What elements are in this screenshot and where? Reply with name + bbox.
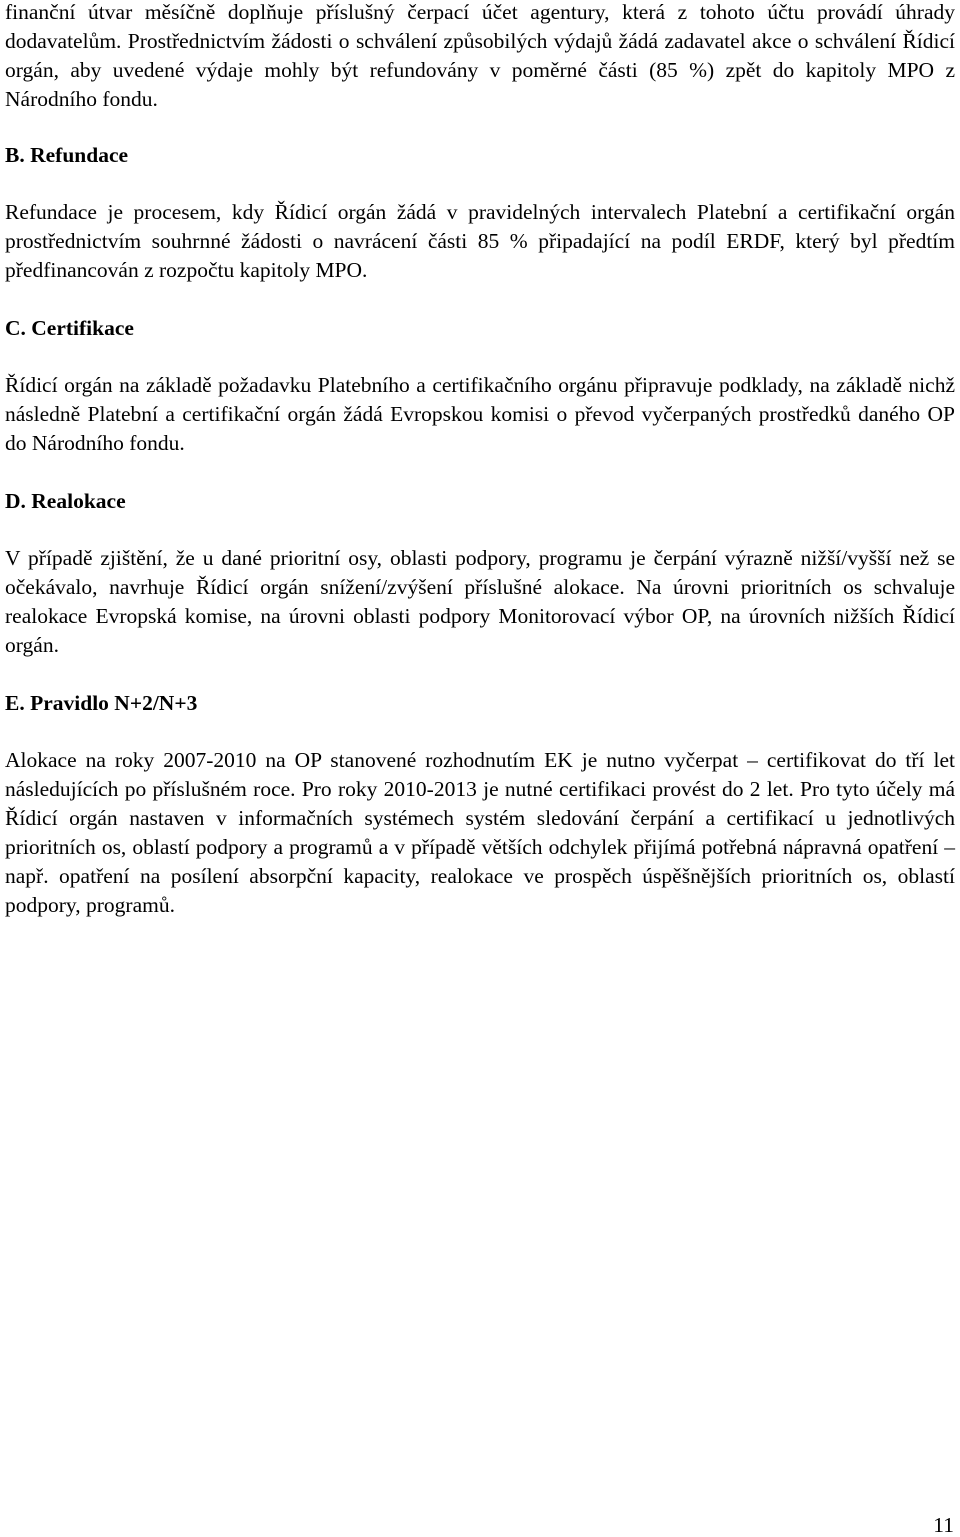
section-heading-pravidlo: E. Pravidlo N+2/N+3 [5, 691, 198, 715]
document-page [5, 0, 955, 920]
section-heading-refundace: B. Refundace [5, 143, 129, 167]
section-body-realokace: V případě zjištění, že u dané prioritní osy, oblasti podpory, programu je čerpání výrazně nižší/vyšší než se očekávalo, navrhuje Řídicí orgán snížení/zvýšení příslušné alokace. Na úrovni prioritních os schvaluje realokace Evropská komise, na úrovni oblasti podpory Monitorovací výbor OP, na úrovních nižších Řídicí orgán. [5, 546, 955, 657]
section-body-refundace: Refundace je procesem, kdy Řídicí orgán žádá v pravidelných intervalech Platební a certifikační orgán prostřednictvím souhrnné žádosti o navrácení části 85 % připadající na podíl ERDF, který byl předtím předfinancován z rozpočtu kapitoly MPO. [5, 200, 955, 282]
intro-paragraph: finanční útvar měsíčně doplňuje příslušný čerpací účet agentury, která z tohoto účtu provádí úhrady dodavatelům. Prostřednictvím žádosti o schválení způsobilých výdajů žádá zadavatel akce o schválení Řídicí orgán, aby uvedené výdaje mohly být refundovány v poměrné části (85 %) zpět do kapitoly MPO z Národního fondu. [5, 0, 955, 111]
section-body-pravidlo: Alokace na roky 2007-2010 na OP stanovené rozhodnutím EK je nutno vyčerpat – certifikovat do tří let následujících po příslušném roce. Pro roky 2010-2013 je nutné certifikaci provést do 2 let. Pro tyto účely má Řídicí orgán nastaven v informačních systémech systém sledování čerpání a certifikací u jednotlivých prioritních os, oblastí podpory a programů a v případě větších odchylek přijímá potřebná nápravná opatření – např. opatření na posílení absorpční kapacity, realokace ve prospěch úspěšnějších prioritních os, oblastí podpory, programů. [5, 748, 955, 917]
section-heading-certifikace: C. Certifikace [5, 316, 134, 340]
section-body-certifikace: Řídicí orgán na základě požadavku Platebního a certifikačního orgánu připravuje podklady, na základě nichž následně Platební a certifikační orgán žádá Evropskou komisi o převod vyčerpaných prostředků daného OP do Národního fondu. [5, 373, 955, 455]
page-number: 11 [933, 1513, 954, 1537]
section-heading-realokace: D. Realokace [5, 489, 126, 513]
